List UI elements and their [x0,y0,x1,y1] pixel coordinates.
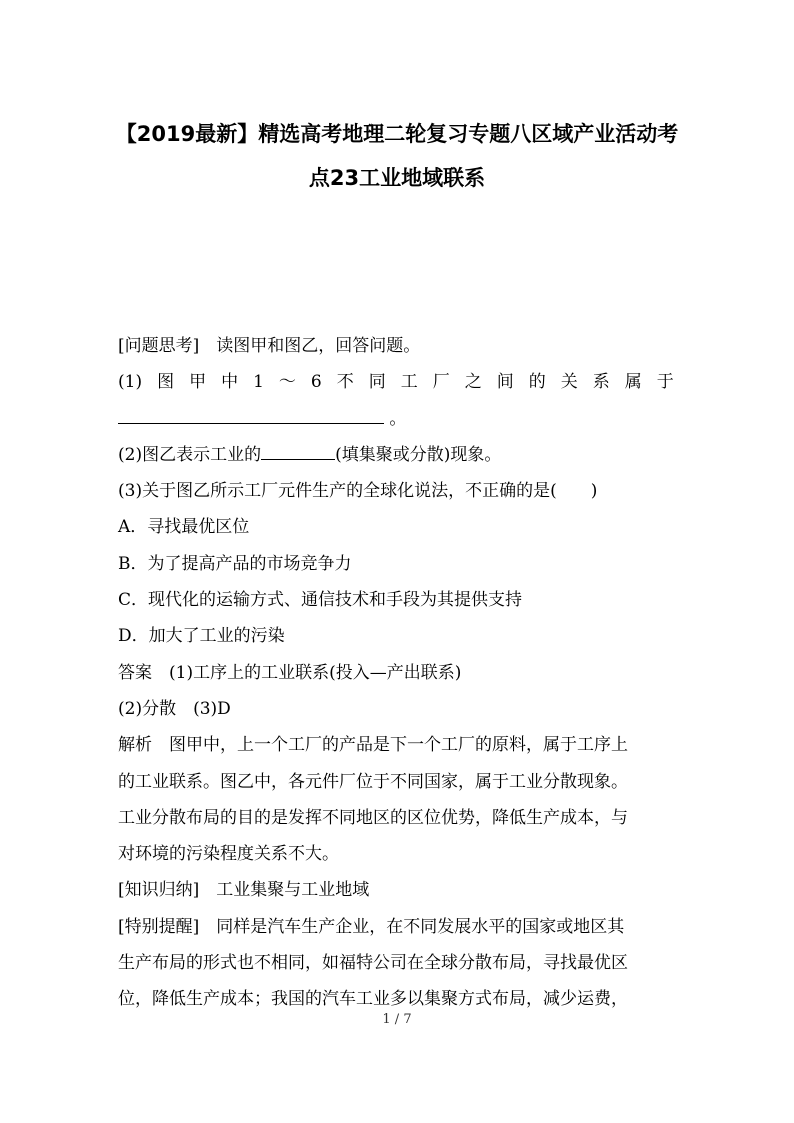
tip-line-2: 生产布局的形式也不相同，如福特公司在全球分散布局，寻找最优区 [118,953,628,974]
question-1-char: 1 [253,372,264,393]
question-3: (3)关于图乙所示工厂元件生产的全球化说法，不正确的是( ) [118,481,598,502]
question-1-char: 系 [592,372,610,393]
question-1-char: 关 [560,372,578,393]
question-1-char: 工 [400,372,418,393]
question-1-char: 的 [528,372,546,393]
question-1-char: 同 [368,372,386,393]
page-title-line-2: 点23工业地域联系 [308,166,486,190]
question-2-suffix: (填集聚或分散)现象。 [335,444,502,465]
question-1-blank-line [118,401,680,437]
answer-blank [261,443,335,460]
knowledge-heading: [知识归纳] 工业集聚与工业地域 [118,880,370,901]
question-1-char: (1) [118,372,143,393]
option-d: D．加大了工业的污染 [118,626,285,647]
page-title-line-1: 【2019最新】精选高考地理二轮复习专题八区域产业活动考 [115,122,679,146]
question-intro: [问题思考] 读图甲和图乙，回答问题。 [118,336,421,356]
analysis-line-4: 对环境的污染程度关系不大。 [118,844,339,865]
answer-line-1: 答案 (1)工序上的工业联系(投入—产出联系) [118,662,462,683]
option-b: B．为了提高产品的市场竞争力 [118,553,352,574]
page-number: 1 / 7 [382,1012,412,1027]
analysis-line-2: 的工业联系。图乙中，各元件厂位于不同国家，属于工业分散现象。 [118,771,628,792]
question-1-end: 。 [389,408,407,429]
tip-line-3: 位，降低生产成本；我国的汽车工业多以集聚方式布局，减少运费， [118,989,628,1010]
analysis-line-3: 工业分散布局的目的是发挥不同地区的区位优势，降低生产成本，与 [118,807,628,828]
question-1-char: 6 [310,372,322,393]
question-1-char: 于 [656,372,674,393]
tip-line-1: [特别提醒] 同样是汽车生产企业，在不同发展水平的国家或地区其 [118,916,625,937]
question-1-char: 中 [221,372,239,393]
option-a: A．寻找最优区位 [118,517,250,538]
question-1-char: 之 [464,372,482,393]
option-c: C．现代化的运输方式、通信技术和手段为其提供支持 [118,590,523,611]
document-body [118,328,680,1018]
answer-line-2: (2)分散 (3)D [118,698,231,719]
question-1-char: 不 [336,372,354,393]
question-1-char: 属 [624,372,642,393]
question-2 [118,437,680,473]
question-1 [118,364,674,400]
question-1-char: 厂 [432,372,450,393]
analysis-line-1: 解析 图甲中，上一个工厂的产品是下一个工厂的原料，属于工序上 [118,735,628,756]
question-1-char: 甲 [189,372,207,393]
question-2-prefix: (2)图乙表示工业的 [118,444,262,465]
answer-blank [118,401,384,424]
question-1-char: 图 [157,372,175,393]
question-1-char: 间 [496,372,514,393]
question-1-char: ～ [278,372,296,393]
